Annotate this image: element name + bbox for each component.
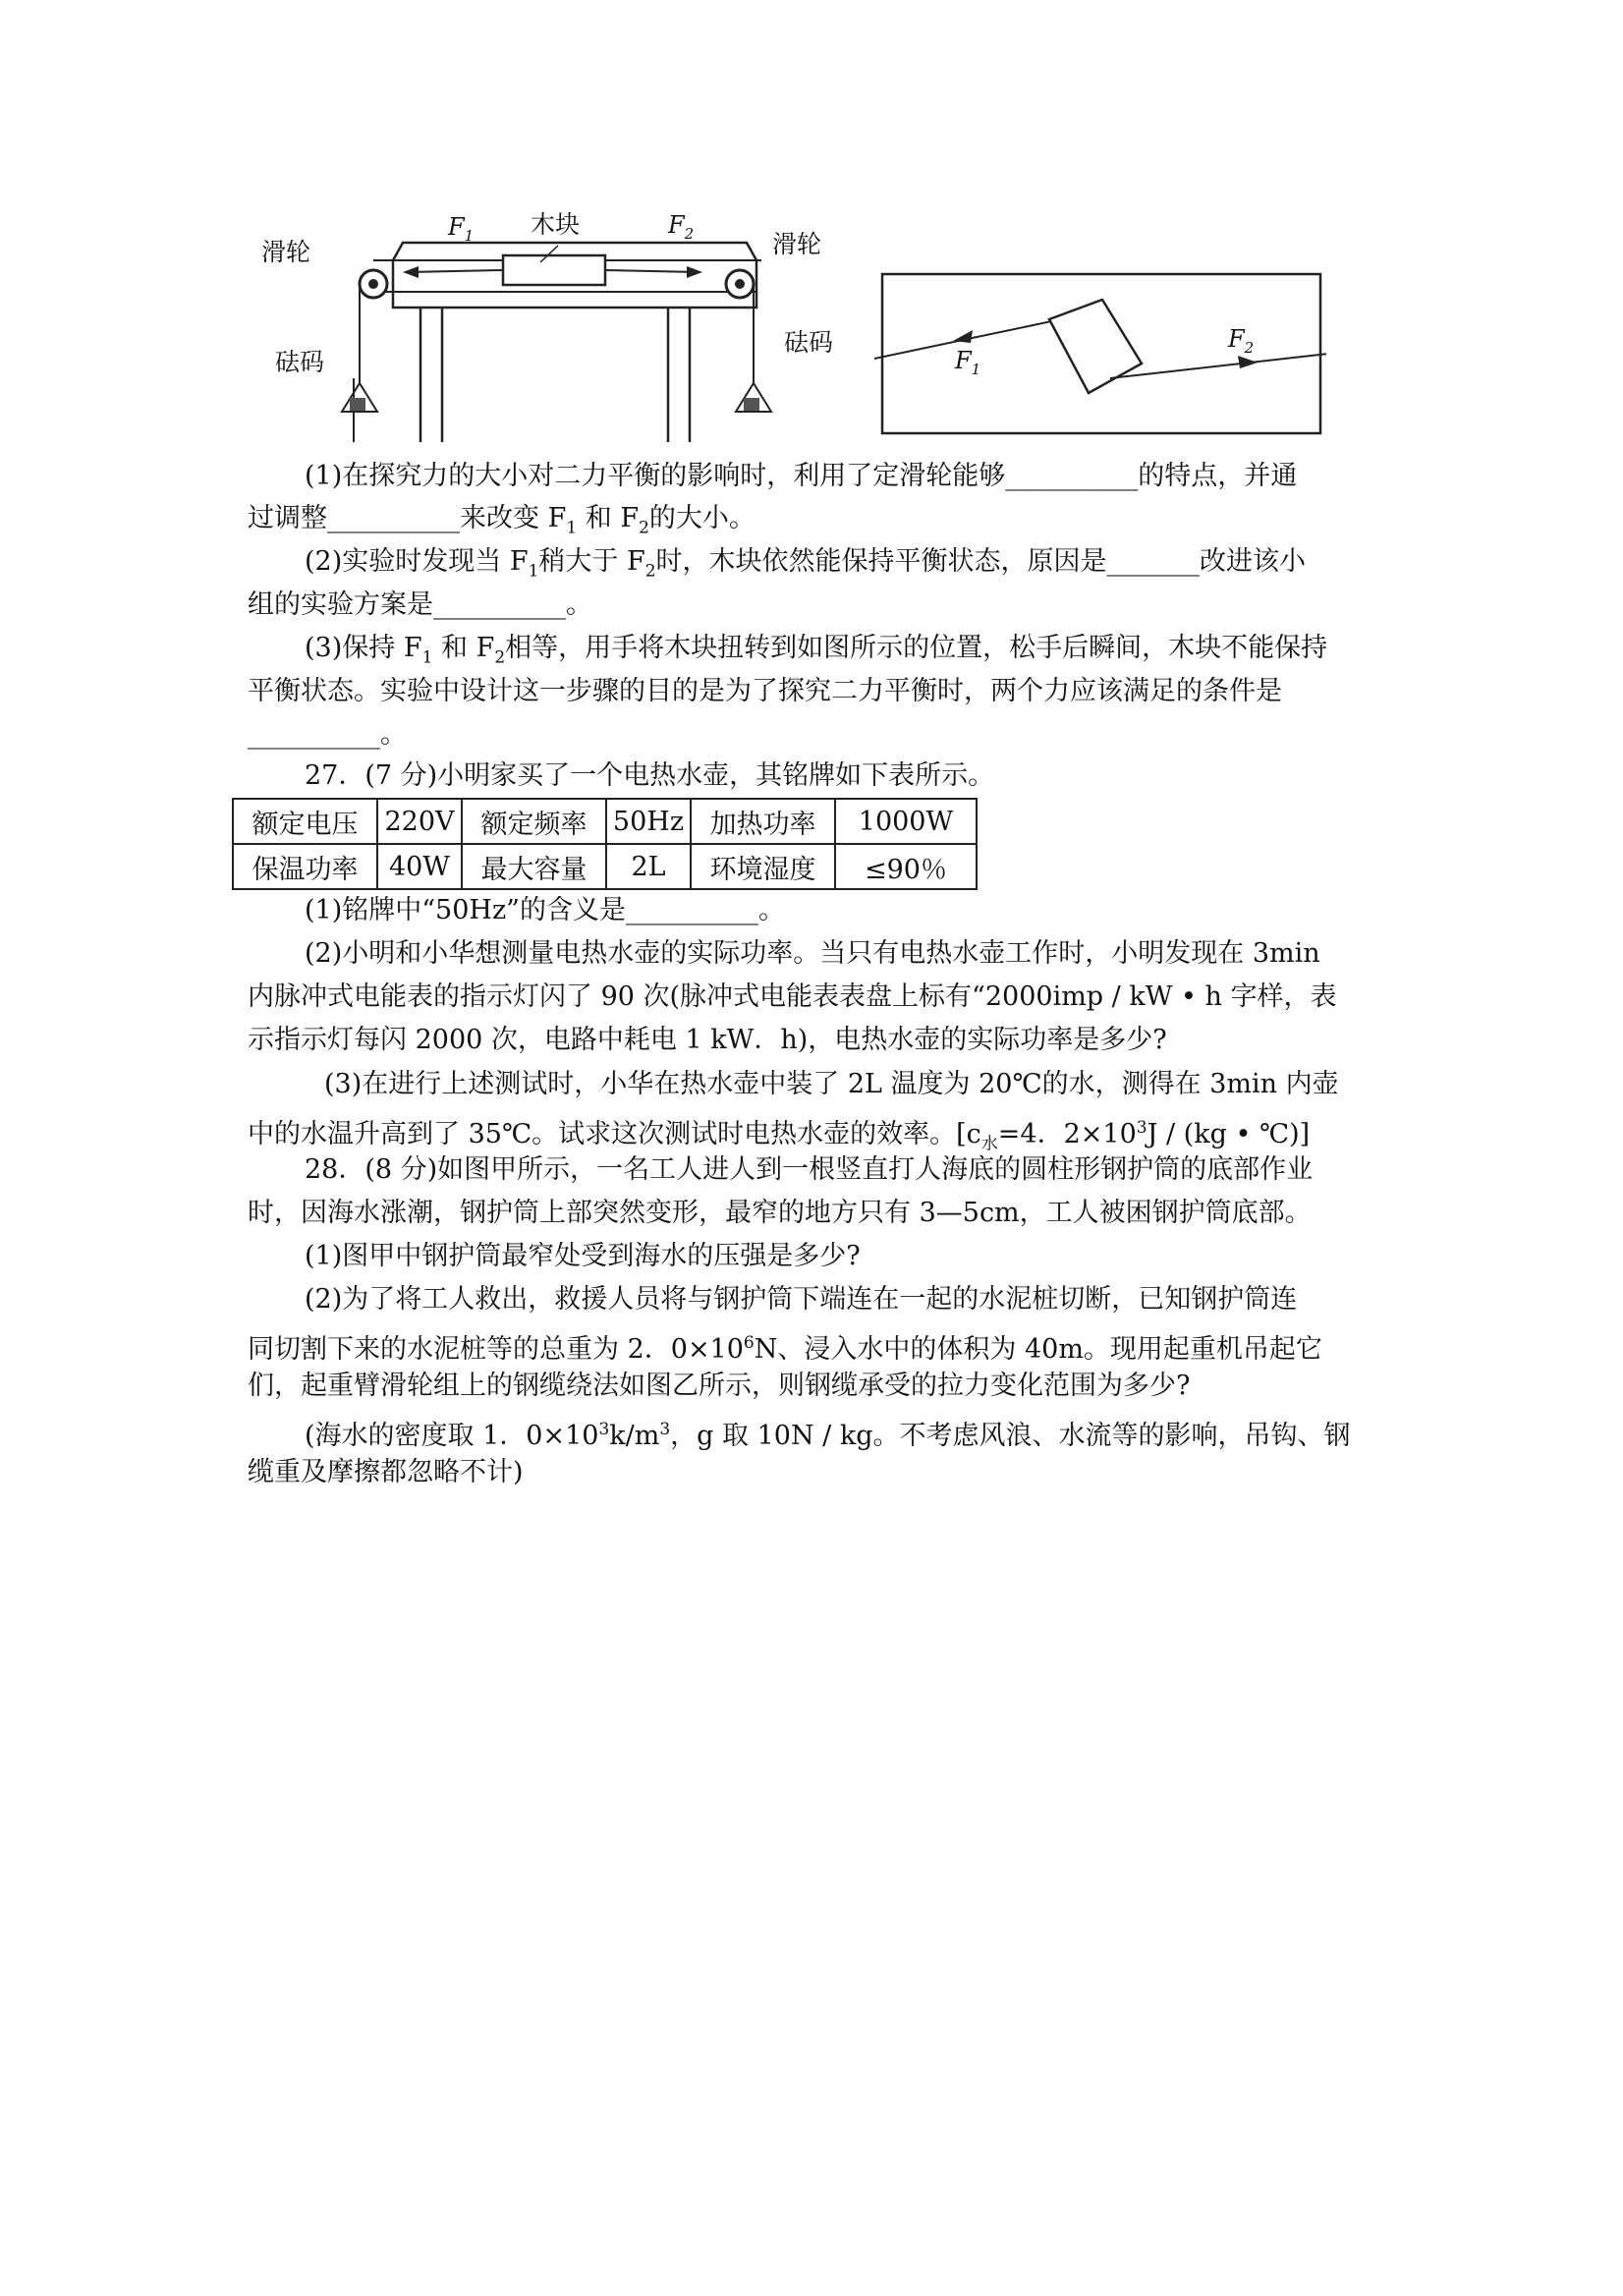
f2-label: $F_2$ xyxy=(668,211,695,243)
rotated-block xyxy=(1049,300,1142,393)
table-cell: 额定频率 xyxy=(462,799,606,844)
q27-part2-line3: 示指示灯每闪 2000 次，电路中耗电 1 kW．h)，电热水壶的实际功率是多少? xyxy=(248,1025,1167,1055)
table-cell: 2L xyxy=(606,844,691,889)
pulley-left-label: 滑轮 xyxy=(261,238,311,266)
table-cell: 保温功率 xyxy=(233,844,377,889)
q26-part1-line2: 过调整__________来改变 $F_1$ 和 $F_2$的大小。 xyxy=(248,503,756,538)
q28-part1: (1)图甲中钢护筒最窄处受到海水的压强是多少? xyxy=(305,1241,861,1271)
table-cell: 220V xyxy=(377,799,462,844)
q26-part3-line2: 平衡状态。实验中设计这一步骤的目的是为了探究二力平衡时，两个力应该满足的条件是 xyxy=(248,676,1282,706)
table-cell: 额定电压 xyxy=(233,799,377,844)
q26-part2-line1: (2)实验时发现当 $F_1$稍大于 $F_2$时，木块依然能保持平衡状态，原因是_______改进该小 xyxy=(305,546,1307,582)
weight-left-label: 砝码 xyxy=(275,348,325,376)
f2-label: $F_2$ xyxy=(1228,325,1255,357)
nameplate-table xyxy=(232,798,978,890)
q28-part2-line3: 们，起重臂滑轮组上的钢缆绕法如图乙所示，则钢缆承受的拉力变化范围为多少? xyxy=(248,1371,1191,1401)
table-cell: 1000W xyxy=(835,799,977,844)
q26-part1-line1: (1)在探究力的大小对二力平衡的影响时，利用了定滑轮能够__________的特点，并通 xyxy=(305,461,1298,491)
table-cell: 40W xyxy=(377,844,462,889)
f1-arrow-head xyxy=(403,266,419,278)
q28-part2-line2: 同切割下来的水泥桩等的总重为 2．$0\times 10^6N$、浸入水中的体积为 40m。现用起重机吊起它 xyxy=(248,1333,1322,1365)
q27-part1: (1)铭牌中“50Hz”的含义是__________。 xyxy=(305,895,785,925)
q26-part2-line2: 组的实验方案是__________。 xyxy=(248,589,592,620)
table-cell: 50Hz xyxy=(606,799,691,844)
q27-part2-line2: 内脉冲式电能表的指示灯闪了 90 次(脉冲式电能表表盘上标有“2000imp / kW • h 字样，表 xyxy=(248,981,1337,1012)
pulley-right-label: 滑轮 xyxy=(772,230,822,258)
q26-part3-line1: (3)保持 $F_1$ 和 $F_2$相等，用手将木块扭转到如图所示的位置，松手后瞬间，木块不能保持 xyxy=(305,633,1328,668)
q27-part3-line1: (3)在进行上述测试时，小华在热水壶中装了 2L 温度为 20℃的水，测得在 3min 内壶 xyxy=(324,1069,1339,1099)
wood-block xyxy=(503,255,605,285)
q28-note-line1: (海水的密度取 1．$0\times 10^3k/m^3$，g 取 10N / kg。不考虑风浪、水流等的影响，吊钩、钢 xyxy=(305,1420,1351,1451)
q27-intro: 27．(7 分)小明家买了一个电热水壶，其铭牌如下表所示。 xyxy=(305,760,995,791)
table-cell: ≤90％ xyxy=(835,844,977,889)
table-cell: 加热功率 xyxy=(691,799,835,844)
f2-arrow-head xyxy=(687,266,702,278)
f2-arrow-head xyxy=(1238,356,1258,368)
block-label: 木块 xyxy=(531,210,581,239)
table-row xyxy=(233,799,977,844)
table-cell: 环境湿度 xyxy=(691,844,835,889)
table-row xyxy=(233,844,977,889)
q27-part3-line2: 中的水温升高到了 35℃。试求这次测试时电热水壶的效率。[$c_水=4$．$2\times 10^3J / (kg$ • ℃)] xyxy=(248,1118,1311,1154)
f1-label: $F_1$ xyxy=(955,347,981,378)
pulley-experiment-figure xyxy=(255,201,855,447)
table-cell: 最大容量 xyxy=(462,844,606,889)
f1-arrow-head xyxy=(953,330,973,343)
weight-right-label: 砝码 xyxy=(784,328,834,357)
q27-part2-line1: (2)小明和小华想测量电热水壶的实际功率。当只有电热水壶工作时，小明发现在 3min xyxy=(305,938,1320,969)
q28-part2-line1: (2)为了将工人救出，救援人员将与钢护筒下端连在一起的水泥桩切断，已知钢护筒连 xyxy=(305,1284,1298,1315)
q28-intro-line1: 28．(8 分)如图甲所示，一名工人进人到一根竖直打人海底的圆柱形钢护筒的底部作业 xyxy=(305,1154,1314,1185)
q28-note-line2: 缆重及摩擦都忽略不计) xyxy=(248,1457,524,1487)
q28-intro-line2: 时，因海水涨潮，钢护筒上部突然变形，最窄的地方只有 3—5cm，工人被困钢护筒底部。 xyxy=(248,1198,1312,1228)
f1-label: $F_1$ xyxy=(448,213,475,245)
rotated-block-figure xyxy=(874,270,1326,437)
q26-part3-line3: __________。 xyxy=(248,719,407,750)
